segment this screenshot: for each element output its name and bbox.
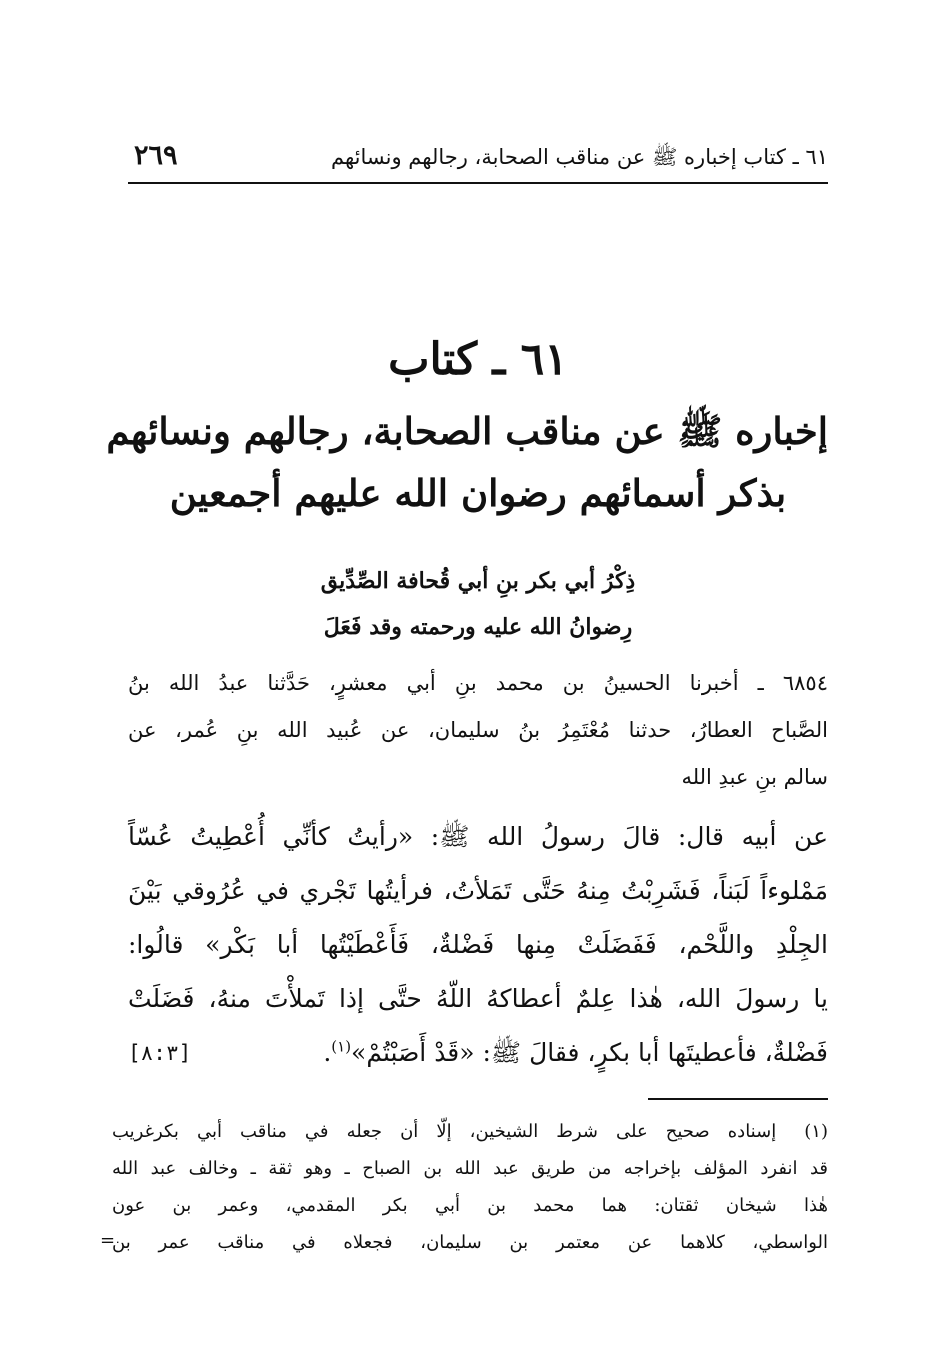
footnote-line (100, 1224, 828, 1261)
isnad-line: سالم بنِ عبدِ الله (681, 765, 828, 789)
matn-last-line (128, 1026, 828, 1080)
hadith-isnad (128, 660, 828, 801)
page-number: ٢٦٩ (134, 140, 178, 171)
section-heading (128, 558, 828, 650)
chapter-title-line: بذكر أسمائهم رضوان الله عليهم أجمعين (169, 471, 787, 515)
footnote-marker: (١) (804, 1121, 828, 1142)
chapter-title-line: إخباره ﷺ عن مناقب الصحابة، رجالهم ونسائهم (106, 409, 828, 453)
continuation-mark: = (100, 1230, 116, 1251)
isnad-line: ٦٨٥٤ ـ أخبرنا الحسينُ بن محمد بنِ أبي معشرٍ، حَدَّثنا عبدُ الله بنُ (128, 671, 828, 695)
footnote-text: الواسطي، كلاهما عن معتمر بن سليمان، فجعلاه في مناقب عمر بن (112, 1232, 828, 1253)
matn-line: يا رسولَ الله، هٰذا عِلمٌ أعطاكهُ اللّهُ حتَّى إذا تَملأْتَ منهُ، فَضَلَتْ (128, 984, 828, 1013)
chapter-title (106, 400, 828, 524)
section-heading-line: رِضوانُ الله عليه ورحمته وقد فَعَلَ (323, 614, 633, 640)
end-mark: . (323, 1038, 332, 1067)
footnote-reference[interactable]: (١) (331, 1037, 352, 1056)
matn-line: الجِلْدِ واللَّحْم، فَفَضَلَتْ مِنها فَضْلةٌ، فَأَعْطَيْتُها أبا بَكْر» قالُوا: (128, 930, 828, 959)
footnote-line: هٰذا شيخان ثقتان: هما محمد بن أبي بكر المقدمي، وعمر بن عون (112, 1195, 828, 1216)
hadith-reference: [٨:٣] (128, 1041, 192, 1065)
matn-last-line-text: فَضْلةٌ، فأعطيتَها أبا بكرٍ، فقالَ ﷺ: «قَدْ أَصَبْتُمْ» (351, 1038, 828, 1067)
isnad-line: الصَّباح العطارُ، حدثنا مُعْتَمِرُ بنُ سليمان، عن عُبيد الله بنِ عُمر، عن (128, 718, 828, 742)
section-heading-line: ذِكْرُ أبي بكر بنِ أبي قُحافة الصِّدِّيق (320, 568, 636, 594)
running-header-title: ٦١ ـ كتاب إخباره ﷺ عن مناقب الصحابة، رجالهم ونسائهم (331, 145, 828, 169)
footnote-line: قد انفرد المؤلف بإخراجه من طريق عبد الله بن الصباح ـ وهو ثقة ـ وخالف عبد الله (112, 1158, 828, 1179)
footnote-text: إسناده صحيح على شرط الشيخين، إلّا أن جعله في مناقب أبي بكرغريب (112, 1121, 777, 1142)
footnote-divider (648, 1098, 828, 1100)
footnote-line (112, 1113, 828, 1150)
footnotes (100, 1113, 828, 1261)
running-header (128, 138, 828, 184)
chapter-number: ٦١ ـ كتاب (388, 334, 568, 385)
hadith-matn (128, 810, 828, 1080)
matn-line: مَمْلوءاً لَبَناً، فَشَرِبْتُ مِنهُ حَتَّى تَمَلأتُ، فرأيتُها تَجْري في عُرُوقي بَيْنَ (128, 876, 828, 905)
matn-line: عن أبيه قال: قالَ رسولُ الله ﷺ: «رأيتُ كأنِّي أُعْطِيتُ عُسّاً (128, 822, 828, 851)
